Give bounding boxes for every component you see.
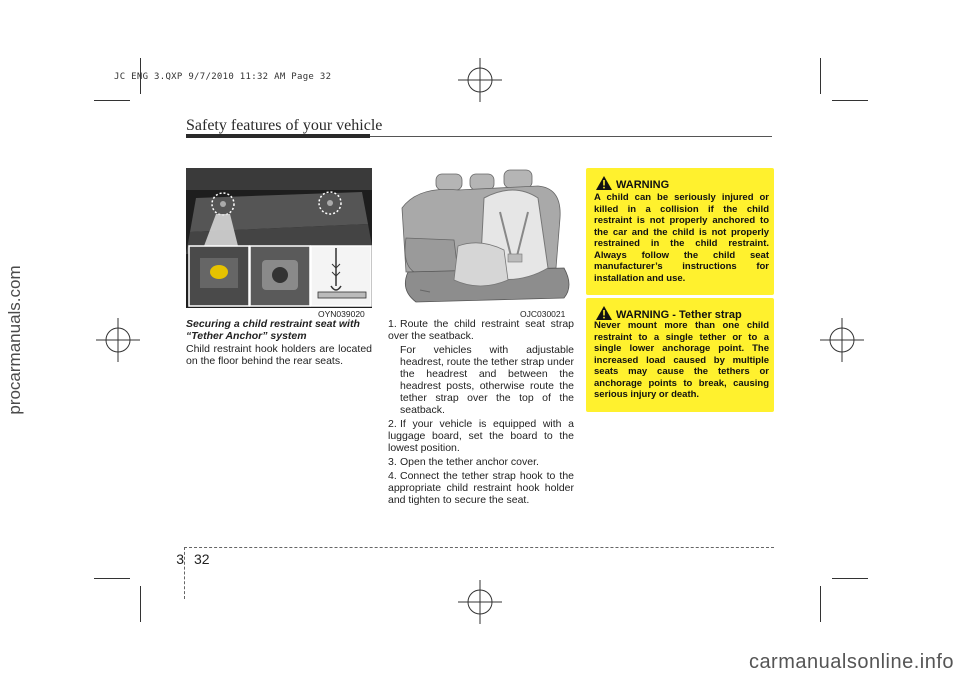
warning-title: WARNING [616, 179, 670, 191]
figure-caption-title: Securing a child restraint seat with “Tether Anchor” system [186, 318, 360, 342]
crop-mark [832, 100, 868, 101]
chapter-number: 3 [176, 551, 184, 567]
page-number [172, 551, 210, 567]
crop-mark [94, 100, 130, 101]
step-item: 3. Open the tether anchor cover. [388, 456, 539, 468]
step-note: For vehicles with adjustable headrest, route the tether strap under the headrest and between the headrest posts, otherwise route the tether strap over the top of the seatback. [400, 344, 574, 416]
registration-mark-icon [458, 580, 502, 624]
step-item: 1. Route the child restraint seat strap over the seatback. [388, 318, 574, 342]
figure-caption-body: Child restraint hook holders are located on the floor behind the rear seats. [186, 343, 372, 367]
crop-mark [820, 58, 821, 94]
side-watermark-text: procarmanuals.com [5, 265, 24, 415]
warning-box [586, 298, 774, 412]
step-item: 4. Connect the tether strap hook to the appropriate child restraint hook holder and tighten to secure the seat. [388, 470, 574, 506]
footer-rule [184, 547, 774, 548]
title-rule [186, 134, 370, 138]
crop-mark [832, 578, 868, 579]
warning-title: WARNING - Tether strap [616, 309, 742, 321]
registration-mark-icon [96, 318, 140, 362]
step-text: If your vehicle is equipped with a luggage board, set the board to the lowest position. [388, 418, 574, 454]
warning-text: A child can be seriously injured or killed in a collision if the child restraint is not properly anchored to the car and the child is not properly restrained in the child restraint. Always follow the child seat manufacturer’s instructions for installation and use. [594, 192, 769, 284]
title-rule-thin [370, 136, 772, 137]
warning-box [586, 168, 774, 295]
step-text: Route the child restraint seat strap over the seatback. [388, 318, 574, 342]
registration-mark-icon [820, 318, 864, 362]
warning-triangle-icon [596, 176, 612, 190]
figure-code: OYN039020 [318, 309, 365, 319]
bottom-watermark: carmanualsonline.info [748, 651, 954, 673]
instruction-steps [388, 318, 574, 506]
warning-text: Never mount more than one child restraint to a single tether or to a single lower anchorage point. The increased load caused by multiple seats may cause the tethers or anchorage points to break, causing serious injury or death. [594, 320, 769, 400]
step-text: Connect the tether strap hook to the appropriate child restraint hook holder and tighten to secure the seat. [388, 470, 574, 506]
step-text: Open the tether anchor cover. [400, 456, 539, 468]
figure-code: OJC030021 [520, 309, 566, 319]
crop-mark [94, 578, 130, 579]
cargo-area-figure [186, 168, 372, 308]
registration-mark-icon [458, 58, 502, 102]
page-number-value: 32 [194, 551, 210, 567]
warning-triangle-icon [596, 306, 612, 320]
print-slug: JC ENG 3.QXP 9/7/2010 11:32 AM Page 32 [114, 72, 332, 82]
crop-mark [820, 586, 821, 622]
crop-mark [140, 586, 141, 622]
warning-heading [596, 176, 669, 191]
section-title: Safety features of your vehicle [186, 117, 383, 134]
step-item: 2. If your vehicle is equipped with a luggage board, set the board to the lowest position. [388, 418, 574, 454]
child-seat-figure [388, 168, 574, 308]
side-watermark [4, 180, 26, 500]
warning-heading [596, 306, 742, 321]
